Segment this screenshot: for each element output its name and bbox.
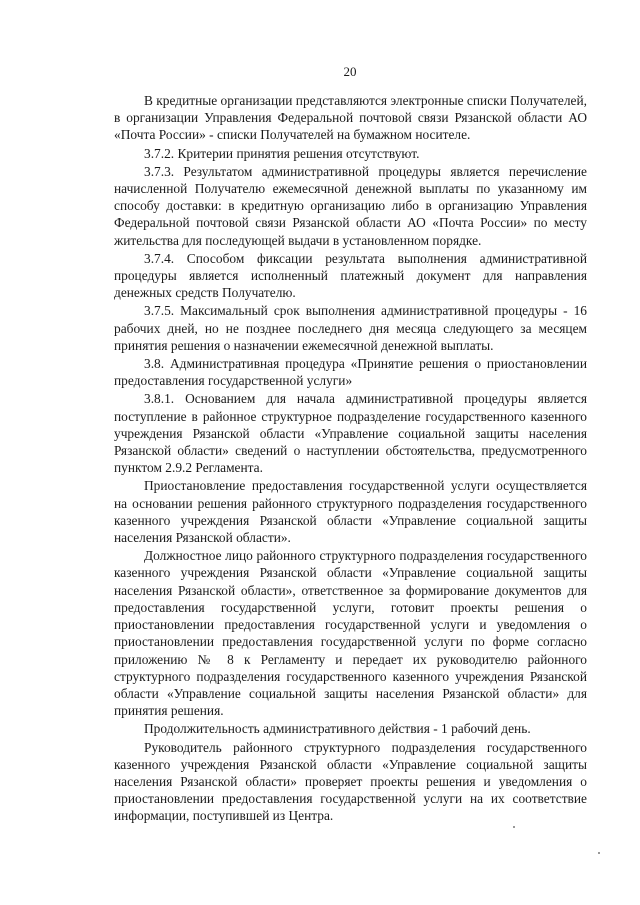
- scan-speck: [598, 852, 600, 854]
- scan-speck: [513, 826, 515, 828]
- page-number: 20: [343, 64, 357, 79]
- paragraph-delivery-lists: В кредитные организации представляются электронные списки Получателей, в организации Управления Федеральной почтовой связи Рязанской области АО «Почта России» - списки Получателей на бумажном носителе.: [114, 93, 587, 143]
- document-body: [114, 92, 587, 825]
- paragraph-3-8-1: 3.8.1. Основанием для начала административной процедуры является поступление в районное структурное подразделение государственного казенного учреждения Рязанской области «Управление социальной защиты населения Рязанской области» сведений о наступлении обстоятельства, предусмотренного пунктом 2.9.2 Регламента.: [114, 391, 587, 476]
- section-heading-3-8: 3.8. Административная процедура «Принятие решения о приостановлении предоставления государственной услуги»: [114, 356, 587, 389]
- paragraph-official-duties: Должностное лицо районного структурного подразделения государственного казенного учреждения Рязанской области «Управление социальной защиты населения Рязанской области», ответственное за формирование документов для предоставления государственной услуги, готовит проекты решения о приостановлении предоставления государственной услуги и уведомления о приостановлении предоставления государственной услуги по форме согласно приложению № 8 к Регламенту и передает их руководителю районного структурного подразделения государственного казенного учреждения Рязанской области «Управление социальной защиты населения Рязанской области» для принятия решения.: [114, 548, 587, 719]
- paragraph-3-7-3: 3.7.3. Результатом административной процедуры является перечисление начисленной Получателю ежемесячной денежной выплаты по указанному им способу доставки: в кредитную организацию либо в организацию Управления Федеральной почтовой связи Рязанской области АО «Почта России» по месту жительства для последующей выдачи в установленном порядке.: [114, 163, 587, 248]
- paragraph-suspension-basis: Приостановление предоставления государственной услуги осуществляется на основании решения районного структурного подразделения государственного казенного учреждения Рязанской области «Управление социальной защиты населения Рязанской области».: [114, 478, 587, 546]
- paragraph-3-7-4: 3.7.4. Способом фиксации результата выполнения административной процедуры является исполненный платежный документ для направления денежных средств Получателю.: [114, 250, 587, 301]
- paragraph-duration: Продолжительность административного действия - 1 рабочий день.: [144, 721, 531, 737]
- paragraph-3-7-5: 3.7.5. Максимальный срок выполнения административной процедуры - 16 рабочих дней, но не позднее последнего дня месяца следующего за месяцем принятия решения о назначении ежемесячной денежной выплаты.: [114, 303, 587, 353]
- paragraph-3-7-2: 3.7.2. Критерии принятия решения отсутствуют.: [144, 145, 420, 161]
- paragraph-head-review: Руководитель районного структурного подразделения государственного казенного учреждения Рязанской области «Управление социальной защиты населения Рязанской области» проверяет проекты решения и уведомления о приостановлении предоставления государственной услуги на их соответствие информации, поступившей из Центра.: [114, 739, 587, 824]
